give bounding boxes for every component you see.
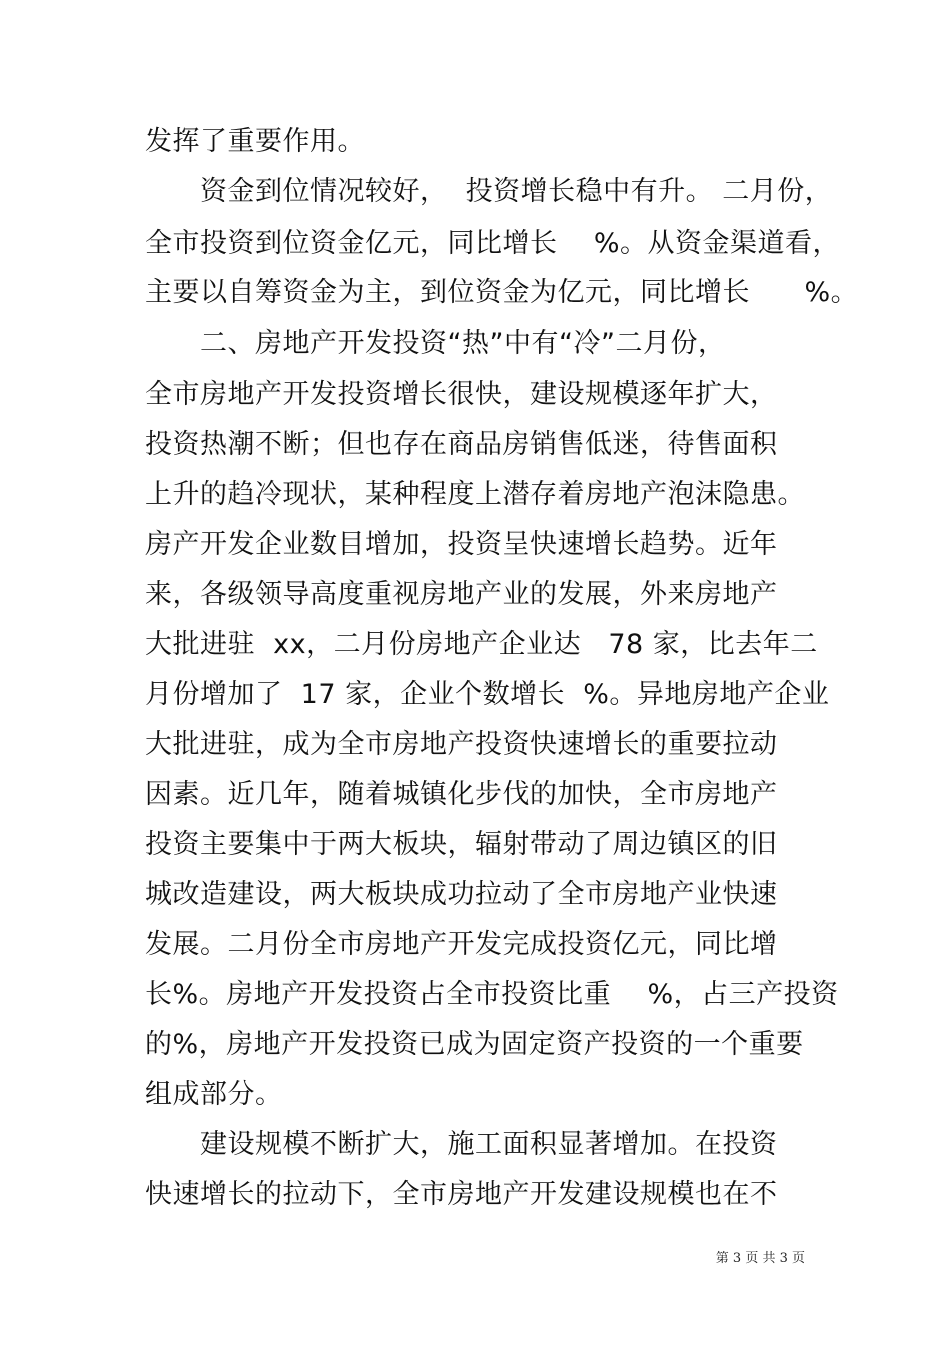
text-line: 的%，房地产开发投资已成为固定资产投资的一个重要	[145, 1029, 804, 1060]
text-line: 资金到位情况较好， 投资增长稳中有升。 二月份，	[200, 176, 833, 207]
text-line: 大批进驻 xx，二月份房地产企业达 78 家，比去年二	[145, 629, 818, 660]
text-line: 月份增加了 17 家，企业个数增长 %。异地房地产企业	[145, 679, 830, 710]
text-line: 主要以自筹资金为主，到位资金为亿元，同比增长 %。	[145, 277, 859, 308]
text-line: 投资主要集中于两大板块，辐射带动了周边镇区的旧	[145, 829, 778, 860]
text-line: 城改造建设，两大板块成功拉动了全市房地产业快速	[145, 879, 778, 910]
text-line: 全市投资到位资金亿元，同比增长 %。从资金渠道看，	[145, 228, 840, 259]
text-line: 长%。房地产开发投资占全市投资比重 %，占三产投资	[145, 979, 839, 1010]
text-line: 大批进驻，成为全市房地产投资快速增长的重要拉动	[145, 729, 778, 760]
text-line: 发展。二月份全市房地产开发完成投资亿元，同比增	[145, 929, 778, 960]
text-line: 投资热潮不断；但也存在商品房销售低迷，待售面积	[145, 429, 778, 460]
text-line: 房产开发企业数目增加，投资呈快速增长趋势。近年	[145, 529, 778, 560]
text-line: 因素。近几年，随着城镇化步伐的加快，全市房地产	[145, 779, 778, 810]
page-number-footer: 第 3 页 共 3 页	[715, 1251, 805, 1266]
text-line: 组成部分。	[145, 1079, 283, 1110]
section-heading: 二、房地产开发投资“热”中有“冷”二月份，	[200, 328, 726, 359]
text-line: 来，各级领导高度重视房地产业的发展，外来房地产	[145, 579, 778, 610]
text-line: 快速增长的拉动下，全市房地产开发建设规模也在不	[145, 1179, 778, 1210]
text-line: 全市房地产开发投资增长很快，建设规模逐年扩大，	[145, 379, 778, 410]
text-line: 建设规模不断扩大，施工面积显著增加。在投资	[200, 1129, 778, 1160]
text-line: 上升的趋冷现状，某种程度上潜存着房地产泡沫隐患。	[145, 479, 805, 510]
text-line: 发挥了重要作用。	[145, 126, 365, 157]
